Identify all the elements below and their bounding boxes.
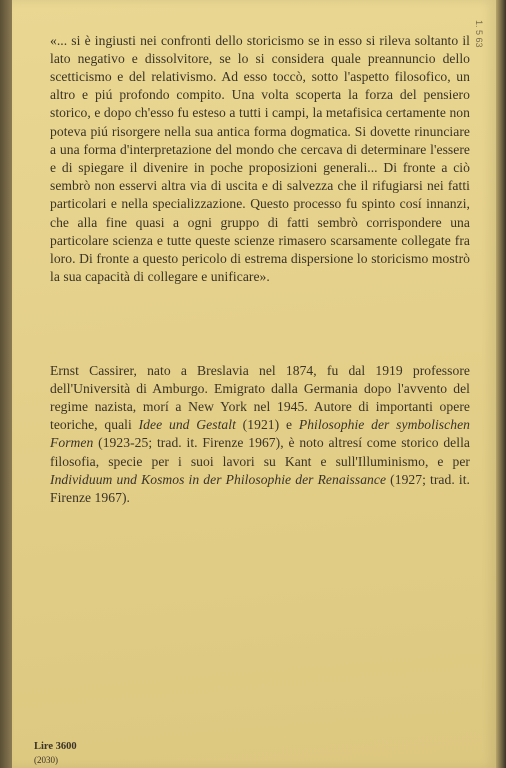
bio-text-4: (1927; trad. it. Firenze 1967). [50, 471, 470, 506]
catalog-code: (2030) [34, 755, 58, 765]
bio-title-2: Philosophie der symbolischen Formen [50, 417, 471, 451]
bio-text-3: (1923-25; trad. it. Firenze 1967), è noto altresí come storico della filosofia, specie per i suoi lavori su Kant e sull'Illuminismo, e per [50, 435, 470, 469]
bio-text-2: (1921) e [235, 417, 299, 433]
page-edge-shadow [496, 0, 506, 768]
author-bio [50, 362, 470, 508]
side-catalog-code: 1. 5 63 [474, 20, 484, 48]
bio-title-3: Individuum und Kosmos in der Philosophie der Renaissance [50, 471, 387, 487]
bio-text-1: Ernst Cassirer, nato a Breslavia nel 1874, fu dal 1919 professore dell'Università di Amburgo. Emigrato dalla Germania dopo l'avvento del regime nazista, morí a New York nel 1945. Autore di importanti opere teoriche, quali [50, 362, 470, 433]
book-spine-edge [0, 0, 12, 768]
quote-paragraph: «... si è ingiusti nei confronti dello storicismo se in esso si rileva soltanto il lato negativo e dissolvitore, se lo si considera quale preannuncio dello scetticismo e del relativismo. Ad esso toccò, sotto l'aspetto filosofico, un altro e piú profondo compito. Una volta scoperta la forza del pensiero storico, e dopo ch'esso fu esteso a tutti i campi, la metafisica certamente non poteva piú risorgere nella sua antica forma dogmatica. Si dovette rinunciare a una forma d'interpretazione del mondo che cercava di determinare l'essere e di spiegare il divenire in poche proposizioni generali... Di fronte a ciò sembrò non esservi altra via di uscita e di salvezza che il rifugiarsi nei fatti particolari e nella specializzazione. Questo processo fu spinto cosí innanzi, che alla fine quasi a ogni gruppo di fatti sembrò corrispondere una particolare scienza e tutte queste scienze rimasero scarsamente collegate fra loro. Di fronte a questo pericolo di estrema dispersione lo storicismo mostrò la sua capacità di collegare e unificare». [50, 32, 470, 285]
bio-title-1: Idee und Gestalt [138, 417, 236, 433]
price-label: Lire 3600 [34, 741, 77, 752]
